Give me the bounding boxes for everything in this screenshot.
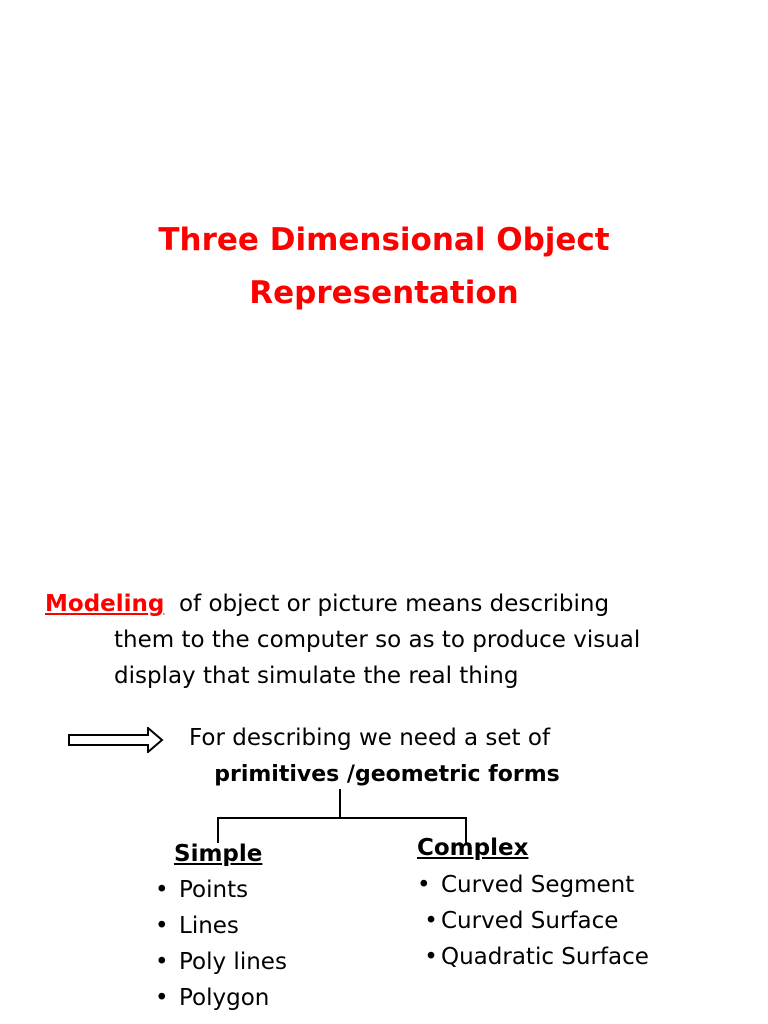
list-item: • Polygon [155,985,270,1011]
simple-heading: Simple [174,841,263,867]
list-item: • Curved Surface [417,908,619,934]
slide-title [0,214,768,320]
primitives-heading: primitives /geometric forms [214,762,560,787]
list-item: • Poly lines [155,949,287,975]
list-item: • Lines [155,913,239,939]
title-line-2: Representation [249,275,519,311]
paragraph-line-2: them to the computer so as to produce visual [114,627,641,653]
complex-list [417,867,649,975]
paragraph-line-1 [45,586,735,622]
simple-list [155,872,287,1016]
paragraph-line-3: display that simulate the real thing [114,663,519,689]
list-item: • Points [155,877,249,903]
paragraph-line-1-text: of object or picture means describing [178,591,610,617]
title-line-1: Three Dimensional Object [158,222,610,258]
complex-heading: Complex [417,835,529,861]
describing-text: For describing we need a set of [189,725,551,751]
modeling-paragraph [45,586,735,694]
right-arrow-icon [68,727,164,753]
list-item: • Curved Segment [417,872,635,898]
modeling-keyword: Modeling [45,591,165,617]
list-item: • Quadratic Surface [417,944,649,970]
